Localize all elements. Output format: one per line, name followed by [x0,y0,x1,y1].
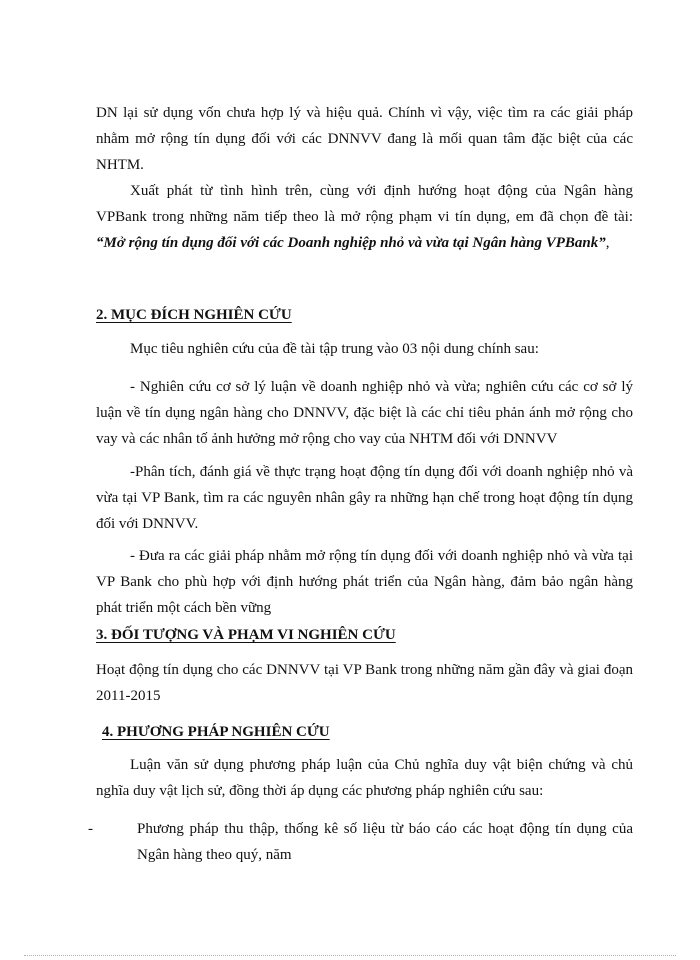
section-2-item-2: -Phân tích, đánh giá về thực trạng hoạt động tín dụng đối với doanh nghiệp nhỏ và vừa tại VP Bank, tìm ra các nguyên nhân gây ra những hạn chế trong hoạt động tín dụng đối với DNNVV. [96,464,633,532]
section-4-intro: Luận văn sử dụng phương pháp luận của Chủ nghĩa duy vật biện chứng và chủ nghĩa duy vật lịch sử, đồng thời áp dụng các phương pháp nghiên cứu sau: [96,757,633,799]
section-3-heading: 3. ĐỐI TƯỢNG VÀ PHẠM VI NGHIÊN CỨU [96,627,396,643]
intro-paragraph-2-end: , [605,235,610,251]
intro-paragraph-1: DN lại sử dụng vốn chưa hợp lý và hiệu quả. Chính vì vậy, việc tìm ra các giải pháp nhằm mở rộng tín dụng đối với các DNNVV đang là mối quan tâm đặc biệt của các NHTM. [96,105,633,173]
section-3-text: Hoạt động tín dụng cho các DNNVV tại VP Bank trong những năm gần đây và giai đoạn 2011-2015 [96,662,633,704]
section-2-item-1: - Nghiên cứu cơ sở lý luận về doanh nghiệp nhỏ và vừa; nghiên cứu các cơ sở lý luận về tín dụng ngân hàng cho DNNVV, đặc biệt là các chỉ tiêu phản ánh mở rộng cho vay và các nhân tố ảnh hưởng mở rộng cho vay của NHTM đối với DNNVV [96,379,633,447]
page-bottom-divider [24,955,676,956]
section-2-item-3: - Đưa ra các giải pháp nhằm mở rộng tín dụng đối với doanh nghiệp nhỏ và vừa tại VP Bank cho phù hợp với định hướng phát triển của Ngân hàng, đảm bảo ngân hàng phát triển một cách bền vững [96,548,633,616]
bullet-marker: - [88,821,93,837]
thesis-topic: “Mở rộng tín dụng đối với các Doanh nghiệp nhỏ và vừa tại Ngân hàng VPBank” [96,235,606,251]
intro-paragraph-2-text: Xuất phát từ tình hình trên, cùng với định hướng hoạt động của Ngân hàng VPBank trong những năm tiếp theo là mở rộng phạm vi tín dụng, em đã chọn đề tài: [96,183,633,225]
section-4-bullet-1: Phương pháp thu thập, thống kê số liệu từ báo cáo các hoạt động tín dụng của Ngân hàng theo quý, năm [137,821,633,863]
section-2-heading: 2. MỤC ĐÍCH NGHIÊN CỨU [96,307,292,323]
section-2-intro: Mục tiêu nghiên cứu của đề tài tập trung vào 03 nội dung chính sau: [130,341,539,357]
section-4-heading: 4. PHƯƠNG PHÁP NGHIÊN CỨU [102,724,330,740]
intro-paragraph-2 [96,178,633,256]
